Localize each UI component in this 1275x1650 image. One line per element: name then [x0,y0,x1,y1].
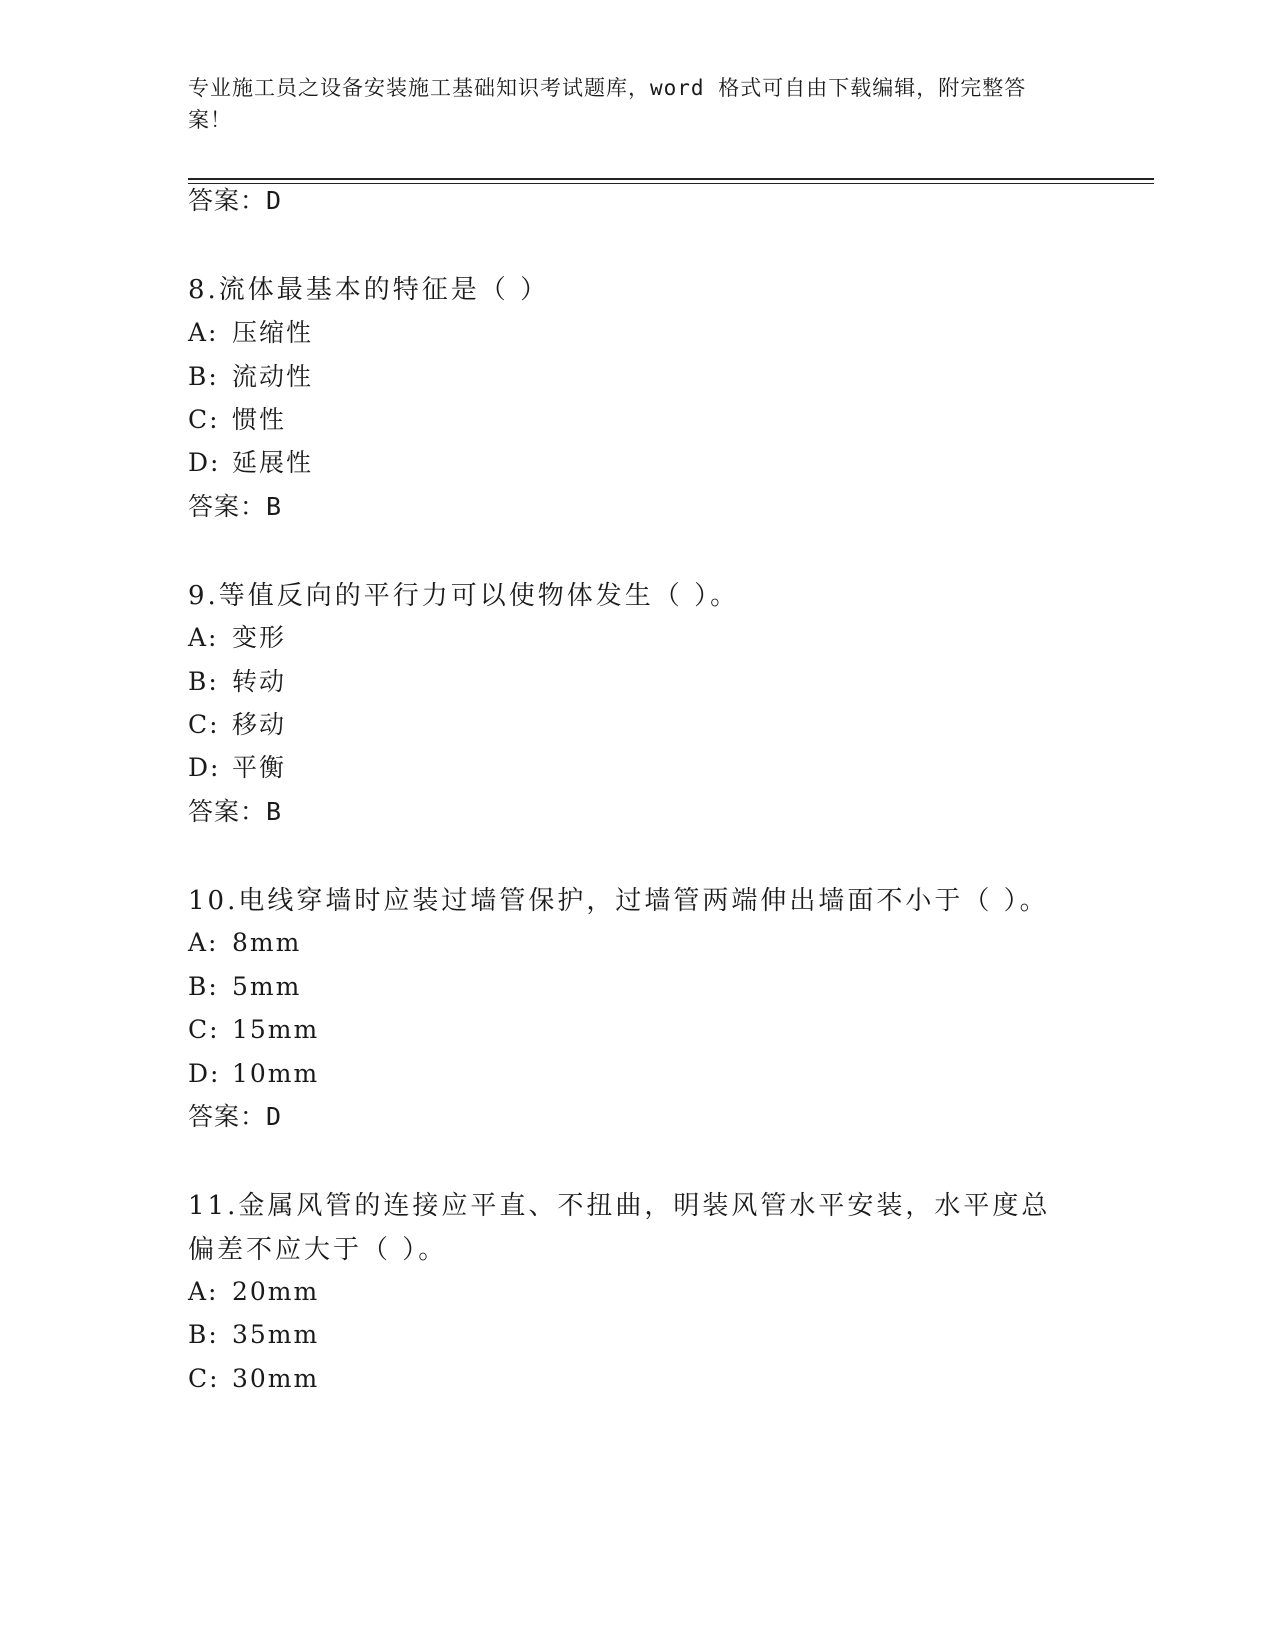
option-key: D: [188,1059,221,1088]
option-key: D: [188,753,221,782]
option-key: C: [188,1364,220,1393]
option-line [188,446,313,480]
option-text: 平衡 [232,753,287,782]
option-key: C: [188,405,220,434]
option-line [188,1362,319,1396]
option-line [188,1013,319,1047]
answer-line: 答案：D [188,1102,283,1131]
option-line [188,360,313,394]
answer-line: 答案：D [188,186,283,215]
option-line [188,970,301,1004]
option-text: 15mm [232,1015,320,1044]
answer-line: 答案：B [188,797,283,826]
option-text: 惯性 [232,405,287,434]
question-stem: 9.等值反向的平行力可以使物体发生（ ）。 [188,581,740,611]
option-key: C: [188,710,220,739]
option-line [188,316,313,350]
option-line [188,1318,319,1352]
option-text: 30mm [232,1364,320,1393]
option-line [188,1057,319,1091]
header-divider [188,178,1154,184]
option-key: B: [188,1320,219,1349]
answer-line: 答案：B [188,492,283,521]
option-key: B: [188,362,219,391]
option-text: 移动 [232,710,287,739]
option-text: 转动 [232,667,287,696]
option-text: 10mm [232,1059,320,1088]
option-key: A: [188,928,219,957]
option-text: 35mm [232,1320,320,1349]
option-key: A: [188,1277,219,1306]
question-stem: 11.金属风管的连接应平直、不扭曲，明装风管水平安装，水平度总偏差不应大于（ ）。 [188,1191,1051,1265]
option-line [188,665,286,699]
option-key: C: [188,1015,220,1044]
question-stem: 10.电线穿墙时应装过墙管保护，过墙管两端伸出墙面不小于（ ）。 [188,886,1049,916]
option-text: 压缩性 [232,318,314,347]
option-text: 延展性 [232,448,314,477]
option-text: 5mm [232,972,302,1001]
option-line [188,708,286,742]
document-header: 专业施工员之设备安装施工基础知识考试题库，word 格式可自由下载编辑，附完整答案！ [188,76,1027,132]
option-line [188,403,286,437]
option-text: 变形 [232,623,287,652]
option-text: 8mm [232,928,302,957]
option-line [188,751,286,785]
option-line [188,621,286,655]
question-stem: 8.流体最基本的特征是（ ） [188,275,550,305]
option-line [188,926,301,960]
option-key: D: [188,448,221,477]
option-key: A: [188,623,219,652]
option-key: B: [188,667,219,696]
option-key: A: [188,318,219,347]
option-text: 20mm [232,1277,320,1306]
option-line [188,1275,319,1309]
option-text: 流动性 [232,362,314,391]
option-key: B: [188,972,219,1001]
